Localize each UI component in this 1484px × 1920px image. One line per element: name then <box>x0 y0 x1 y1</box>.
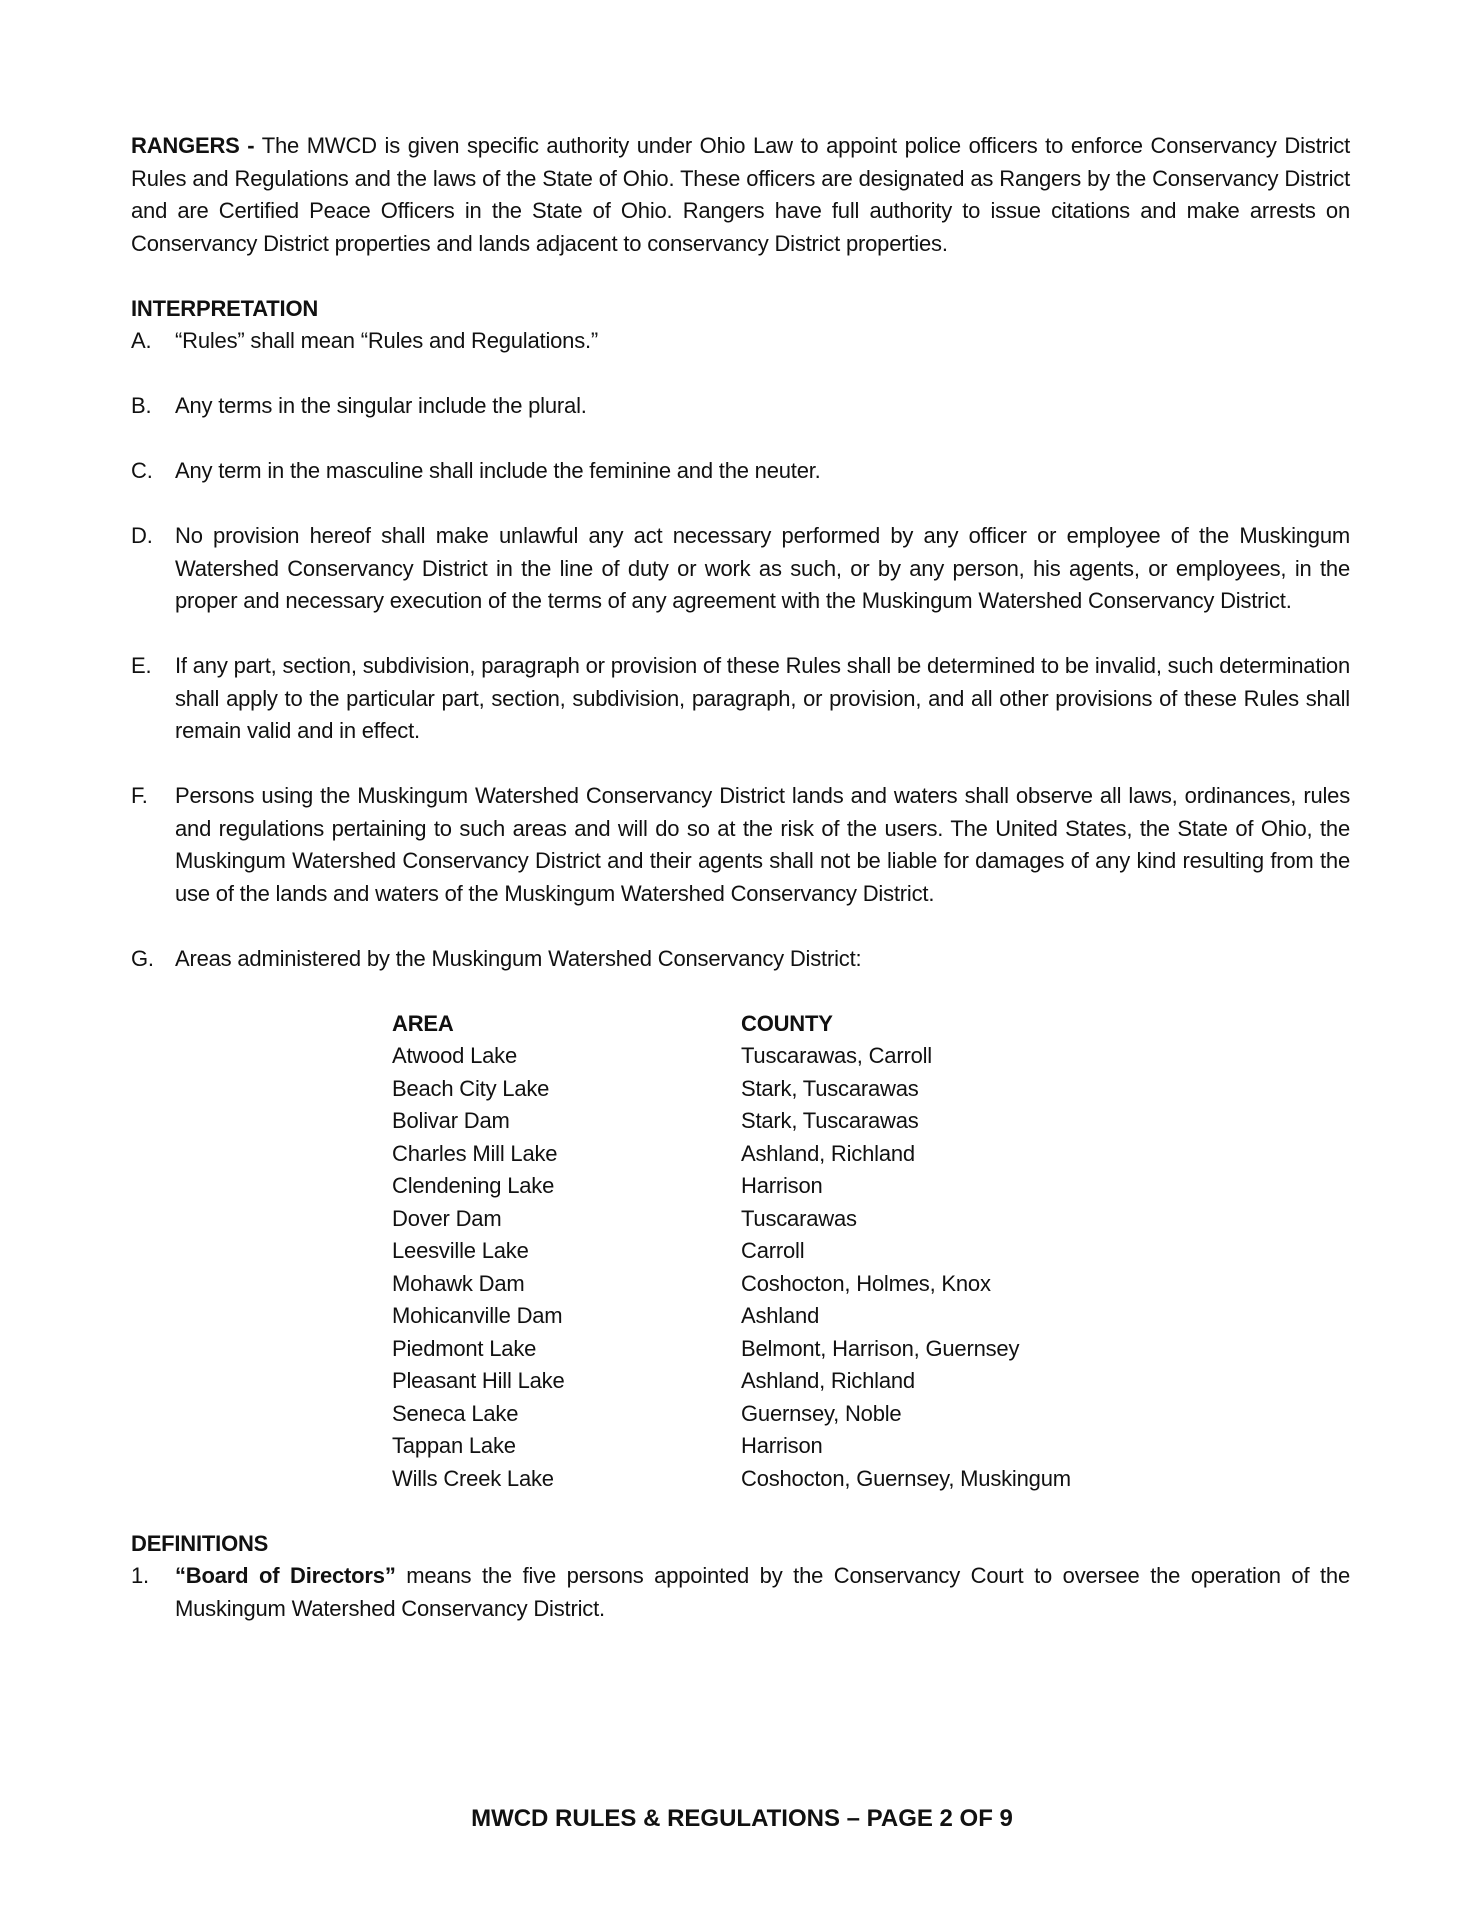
area-cell: Dover Dam <box>392 1205 502 1231</box>
item-text: Areas administered by the Muskingum Watershed Conservancy District: <box>175 945 862 971</box>
county-cell: Coshocton, Holmes, Knox <box>741 1270 991 1296</box>
table-row <box>392 1040 1071 1073</box>
document-page <box>131 130 1350 1625</box>
table-row <box>392 1170 1071 1203</box>
table-row <box>392 1138 1071 1171</box>
item-text: Any terms in the singular include the plural. <box>175 393 587 418</box>
item-text: Any term in the masculine shall include the feminine and the neuter. <box>175 458 821 483</box>
area-cell: Mohawk Dam <box>392 1270 525 1296</box>
interpretation-item-c <box>131 455 1350 488</box>
area-cell: Seneca Lake <box>392 1400 519 1426</box>
table-row <box>392 1398 1071 1431</box>
area-cell: Clendening Lake <box>392 1173 555 1198</box>
item-text <box>175 1560 1350 1625</box>
spacer <box>131 260 1350 293</box>
definition-text: means the five persons appointed by the Conservancy Court to oversee the operation of the Muskingum Watershed Conservancy District. <box>175 1563 1350 1621</box>
spacer <box>131 975 1350 1008</box>
interpretation-item-b <box>131 390 1350 423</box>
item-text: If any part, section, subdivision, paragraph or provision of these Rules shall be determined to be invalid, such determination shall apply to the particular part, section, subdivision, paragraph, or provision, and all other provisions of these Rules shall remain valid and in effect. <box>175 653 1350 743</box>
table-row <box>392 1105 1071 1138</box>
spacer <box>131 910 1350 943</box>
county-cell: Coshocton, Guernsey, Muskingum <box>741 1465 1071 1491</box>
interpretation-heading: INTERPRETATION <box>131 295 319 321</box>
county-cell: Ashland, Richland <box>741 1368 915 1393</box>
page-footer: MWCD RULES & REGULATIONS – PAGE 2 OF 9 <box>471 1805 1013 1832</box>
item-text: Persons using the Muskingum Watershed Conservancy District lands and waters shall observe all laws, ordinances, rules and regulations pertaining to such areas and will do so at the risk of the users. The United States, the State of Ohio, the Muskingum Watershed Conservancy District and their agents shall not be liable for damages of any kind resulting from the use of the lands and waters of the Muskingum Watershed Conservancy District. <box>175 783 1350 906</box>
table-row <box>392 1073 1071 1106</box>
table-row <box>392 1430 1071 1463</box>
item-text: No provision hereof shall make unlawful any act necessary performed by any officer or employee of the Muskingum Watershed Conservancy District in the line of duty or work as such, or by any person, his agents, or employees, in the proper and necessary execution of the terms of any agreement with the Muskingum Watershed Conservancy District. <box>175 523 1350 613</box>
county-cell: Stark, Tuscarawas <box>741 1108 919 1133</box>
table-row <box>392 1268 1071 1301</box>
definitions-heading: DEFINITIONS <box>131 1530 269 1556</box>
area-cell: Wills Creek Lake <box>392 1465 554 1491</box>
area-cell: Leesville Lake <box>392 1238 529 1263</box>
interpretation-item-g <box>131 943 1350 976</box>
area-cell: Bolivar Dam <box>392 1108 510 1133</box>
spacer <box>131 358 1350 391</box>
rangers-label: RANGERS - <box>131 133 255 158</box>
item-marker: B. <box>131 393 152 418</box>
table-row <box>392 1203 1071 1236</box>
county-cell: Stark, Tuscarawas <box>741 1075 919 1101</box>
area-cell: Pleasant Hill Lake <box>392 1368 565 1393</box>
area-cell: Tappan Lake <box>392 1433 516 1458</box>
county-cell: Harrison <box>741 1433 823 1458</box>
table-row <box>392 1235 1071 1268</box>
definition-term: “Board of Directors” <box>175 1563 396 1588</box>
county-cell: Ashland <box>741 1303 820 1328</box>
table-row <box>392 1300 1071 1333</box>
areas-table <box>392 1008 1071 1496</box>
item-marker: G. <box>131 945 154 971</box>
area-cell: Beach City Lake <box>392 1075 550 1101</box>
spacer <box>131 748 1350 781</box>
item-marker: C. <box>131 458 153 483</box>
item-marker: D. <box>131 523 153 548</box>
county-cell: Guernsey, Noble <box>741 1400 902 1426</box>
interpretation-item-f <box>131 780 1350 910</box>
spacer <box>131 423 1350 456</box>
column-header-area: AREA <box>392 1010 454 1036</box>
item-marker: E. <box>131 653 152 678</box>
county-cell: Ashland, Richland <box>741 1140 915 1166</box>
table-header-row <box>392 1008 1071 1041</box>
table-row <box>392 1463 1071 1496</box>
rangers-paragraph <box>131 130 1350 260</box>
area-cell: Piedmont Lake <box>392 1335 537 1361</box>
interpretation-item-e <box>131 650 1350 748</box>
area-cell: Charles Mill Lake <box>392 1140 558 1166</box>
definition-item-1 <box>131 1560 1350 1625</box>
county-cell: Belmont, Harrison, Guernsey <box>741 1335 1020 1361</box>
item-marker: 1. <box>131 1563 149 1588</box>
table-row <box>392 1365 1071 1398</box>
spacer <box>131 488 1350 521</box>
item-text: “Rules” shall mean “Rules and Regulations.” <box>175 328 599 353</box>
county-cell: Tuscarawas <box>741 1205 857 1231</box>
interpretation-item-a <box>131 325 1350 358</box>
item-marker: F. <box>131 783 148 808</box>
column-header-county: COUNTY <box>741 1010 833 1036</box>
county-cell: Harrison <box>741 1173 823 1198</box>
spacer <box>131 618 1350 651</box>
item-marker: A. <box>131 328 152 353</box>
area-cell: Mohicanville Dam <box>392 1303 563 1328</box>
spacer <box>131 1495 1350 1528</box>
table-row <box>392 1333 1071 1366</box>
area-cell: Atwood Lake <box>392 1043 517 1068</box>
county-cell: Tuscarawas, Carroll <box>741 1043 932 1068</box>
interpretation-item-d <box>131 520 1350 618</box>
rangers-text: The MWCD is given specific authority under Ohio Law to appoint police officers to enforce Conservancy District Rules and Regulations and the laws of the State of Ohio. These officers are designated as Rangers by the Conservancy District and are Certified Peace Officers in the State of Ohio. Rangers have full authority to issue citations and make arrests on Conservancy District properties and lands adjacent to conservancy District properties. <box>131 133 1351 256</box>
county-cell: Carroll <box>741 1238 805 1263</box>
